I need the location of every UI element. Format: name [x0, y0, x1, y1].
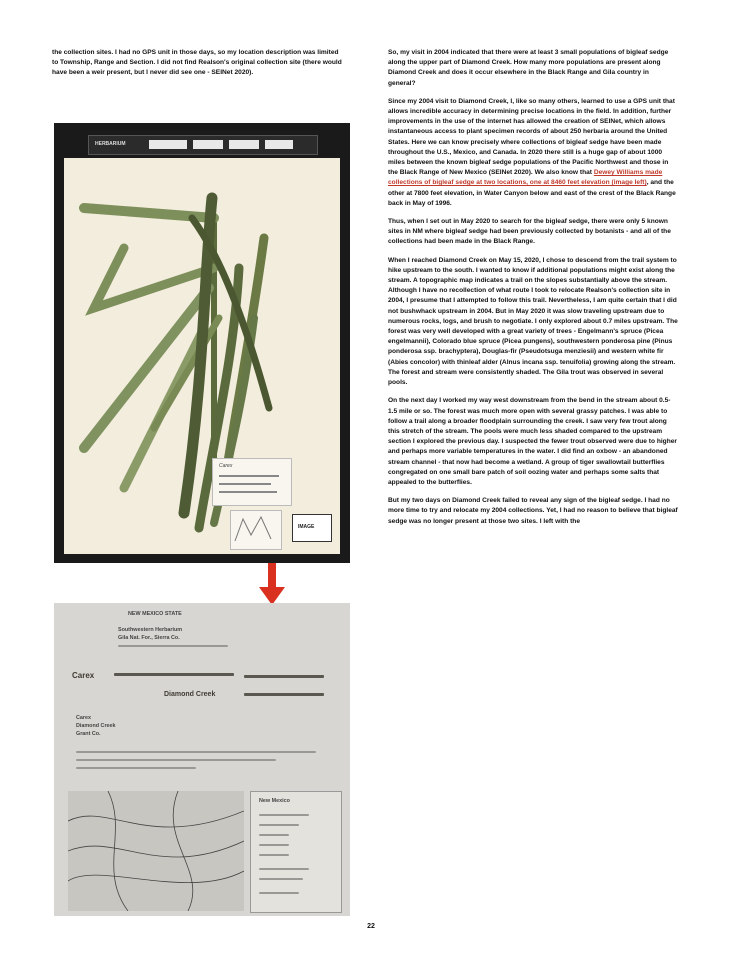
page-number: 22 — [367, 923, 375, 930]
right-paragraph-6: But my two days on Diamond Creek failed to reveal any sign of the bigleaf sedge. I had no more time to try and relocate my 2004 collections. Yet, I had no reason to believe that bigleaf sedge was no longer present at those two sites. I left with the — [388, 497, 678, 525]
specimen-record-link[interactable]: Dewey Williams made collections of bigleaf sedge at two locations, one at 8460 feet elevation (image left) — [388, 169, 663, 187]
zoom-label-map-title: New Mexico — [259, 798, 290, 804]
right-column — [388, 48, 678, 535]
specimen-sheet — [64, 158, 340, 554]
left-paragraph: the collection sites. I had no GPS unit in those days, so my location description was limited to Township, Range and Section. I did not find Realson's original collection site (there would have been a weir present, but I never did see one - SEINet 2020). — [52, 49, 342, 77]
zoom-label-line: Gila Nat. For., Sierra Co. — [118, 635, 180, 641]
left-column — [52, 48, 342, 87]
right-paragraph-3: Thus, when I set out in May 2020 to search for the bigleaf sedge, there were only 5 known sites in NM where bigleaf sedge had been previously collected by botanists - and all of the collections had been made in the Black Range. — [388, 218, 671, 246]
red-down-arrow-icon — [258, 563, 286, 605]
zoom-label-title: NEW MEXICO STATE — [128, 611, 182, 617]
zoomed-specimen-label — [54, 603, 350, 916]
zoom-label-handwriting: Diamond Creek — [164, 691, 216, 698]
right-paragraph-1: So, my visit in 2004 indicated that there were at least 3 small populations of bigleaf sedge along the upper part of Diamond Creek. How many more populations are present along Diamond Creek and does it occur elsewhere in the Black Range and Gila country in general? — [388, 49, 669, 87]
zoom-label-line: Diamond Creek — [76, 723, 116, 729]
specimen-label-title: Carex — [219, 463, 233, 469]
zoom-label-line: Grant Co. — [76, 731, 101, 737]
right-paragraph-4: When I reached Diamond Creek on May 15, 2020, I chose to descend from the trail system to hike upstream to the south. I wanted to know if additional populations might exist along the stream. A topographic map indicates a trail on the slopes substantially above the stream. Although I have no recollection of what route I took to relocate Realson's collection site in 2004, I presume that I attempted to follow this trail. Nevertheless, I am quite certain that I did not bushwhack upstream in 2004. But in May 2020 it was slow traveling upstream due to numerous rocks, logs, and brush to negotiate. I only explored about 0.7 miles upstream. The forest was very well developed with a great variety of trees - Engelmann's spruce (Picea engelmannii), Colorado blue spruce (Picea pungens), southwestern ponderosa pine (Pinus ponderosa ssp. brachyptera), Douglas-fir (Pseudotsuga menziesii) and western white fir (Abies concolor) with thinleaf alder (Alnus incana ssp. tenuifolia) growing along the stream. The forest and stream were consistently shaded. The Gila trout was observed in several pools. — [388, 256, 678, 387]
zoom-label-handwriting: Carex — [72, 671, 95, 680]
paragraph-text: Since my 2004 visit to Diamond Creek, I, like so many others, learned to use a GPS unit that allows incredible accuracy in determining precise locations in the field. In addition, further improvements in the use of the internet has allowed the creation of SEINet, which allows instantaneous access to plant specimen records of about 250 herbaria around the United States. Here we can know precisely where collections of bigleaf sedge have been made throughout the U.S., Mexico, and Canada. In 2020 there still is a huge gap of about 1000 miles between the known bigleaf sedge populations of the Pacific Northwest and those in the Black Range of New Mexico (SEINet 2020). We also know that — [388, 97, 675, 177]
specimen-map — [231, 511, 281, 549]
specimen-label-card — [212, 458, 292, 506]
specimen-barcode-stamp: IMAGE — [292, 514, 332, 542]
zoom-label-info-panel — [250, 791, 342, 913]
specimen-image — [54, 123, 350, 563]
sedge-plant-illustration — [64, 158, 340, 554]
zoom-label-line: Southwestern Herbarium — [118, 627, 183, 633]
zoom-label-topo-map — [68, 791, 244, 911]
specimen-map-card — [230, 510, 282, 550]
right-paragraph-2 — [388, 97, 678, 209]
specimen-header-label: HERBARIUM — [95, 141, 126, 147]
specimen-header-bar — [88, 135, 318, 155]
right-paragraph-5: On the next day I worked my way west downstream from the bend in the stream about 0.5-1.5 mile or so. The forest was much more open with several grassy patches. I was able to follow a trail along a broader floodplain surrounding the creek. I saw very few trout along this stretch of the stream. The pools were much less shaded compared to the upstream section I explored the previous day. I suspected the fewer trout observed were due to higher and perhaps more variable temperatures in the water. I did find an oxbow - an abandoned stream channel - that now had become a wetland. A group of tiger swallowtail butterflies congregated on one small bare patch of soil oozing water and perhaps some salts that appealed to the butterflies. — [388, 397, 677, 486]
paragraph-text: , and the other at 7800 feet elevation, in Water Canyon below and east of the crest of the Black Range back in May of 1996. — [388, 179, 676, 207]
zoom-label-line: Carex — [76, 715, 91, 721]
topo-map-lines — [68, 791, 244, 911]
